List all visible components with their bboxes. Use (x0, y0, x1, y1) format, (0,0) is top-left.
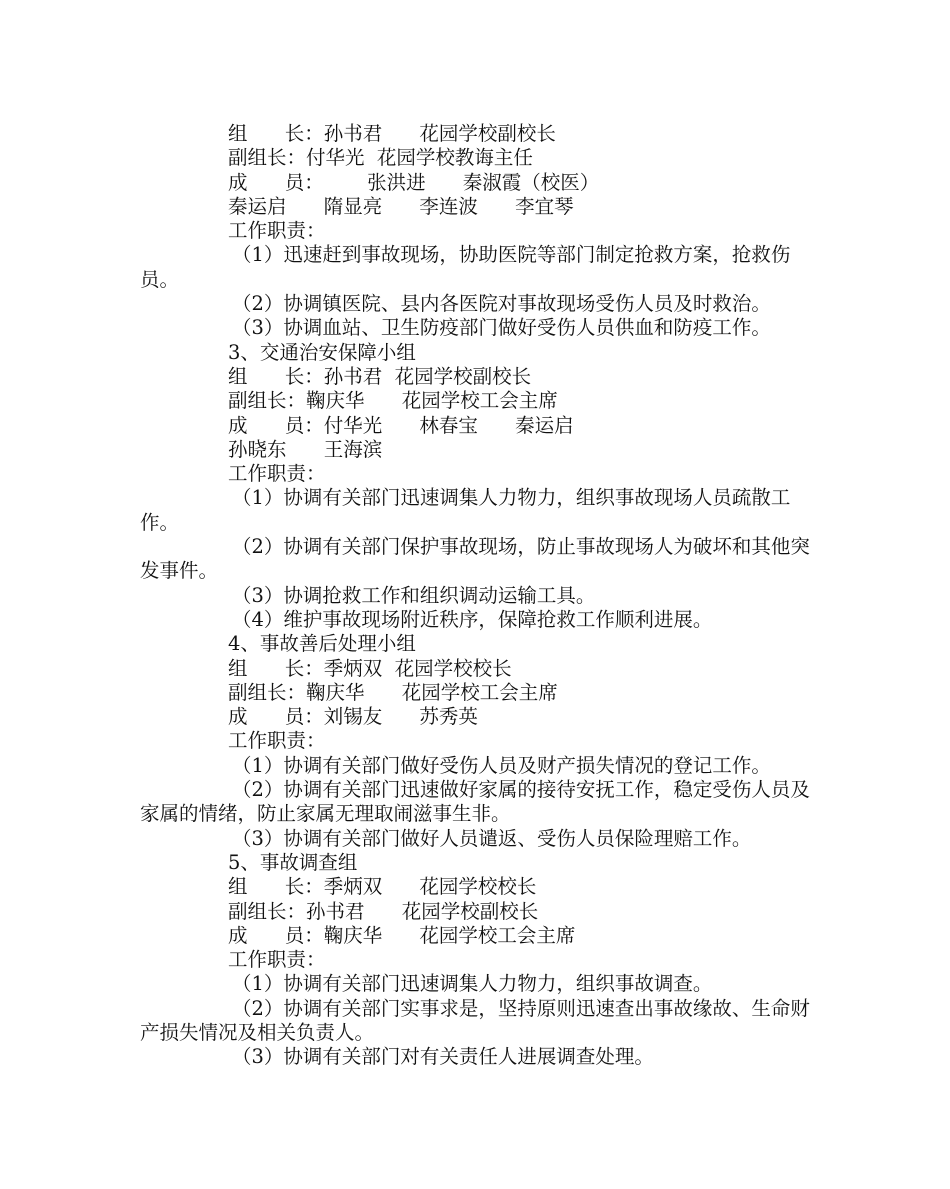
text-line: 成 员： 张洪进 秦淑霞（校医） (228, 170, 600, 194)
text-line: 工作职责： (228, 948, 326, 972)
text-line: 成 员：鞠庆华 花园学校工会主席 (228, 923, 576, 947)
text-line: （1）协调有关部门做好受伤人员及财产损失情况的登记工作。 (232, 753, 771, 777)
text-line: 孙晓东 王海滨 (228, 437, 383, 461)
text-line: （3）协调有关部门对有关责任人进展调查处理。 (232, 1045, 654, 1069)
text-line: （4）维护事故现场附近秩序，保障抢救工作顺利进展。 (232, 607, 713, 631)
text-line: 工作职责： (228, 462, 326, 486)
text-line: 工作职责： (228, 729, 326, 753)
text-line: 3、交通治安保障小组 (228, 340, 416, 364)
text-line: 工作职责： (228, 219, 326, 243)
text-line: （3）协调抢救工作和组织调动运输工具。 (232, 583, 596, 607)
text-line: 4、事故善后处理小组 (228, 632, 416, 656)
text-line: 组 长：孙书君 花园学校副校长 (228, 364, 532, 388)
paragraph: （2）协调有关部门保护事故现场，防止事故现场人为破坏和其他突发事件。 (140, 535, 810, 583)
text-line: 秦运启 隋显亮 李连波 李宜琴 (228, 194, 574, 218)
text-line: 组 长：孙书君 花园学校副校长 (228, 122, 556, 145)
text-line: 副组长：鞠庆华 花园学校工会主席 (228, 680, 558, 704)
text-line: （1）协调有关部门迅速调集人力物力，组织事故调查。 (232, 972, 713, 996)
text-line: 副组长：鞠庆华 花园学校工会主席 (228, 389, 558, 413)
text-line: 5、事故调查组 (228, 850, 358, 874)
paragraph: （1）协调有关部门迅速调集人力物力，组织事故现场人员疏散工作。 (140, 486, 791, 534)
text-line: （3）协调血站、卫生防疫部门做好受伤人员供血和防疫工作。 (232, 316, 771, 340)
text-line: 组 长：季炳双 花园学校校长 (228, 875, 537, 899)
text-line: 成 员：付华光 林春宝 秦运启 (228, 413, 574, 437)
text-line: 副组长：付华光 花园学校教诲主任 (228, 146, 533, 170)
text-line: （3）协调有关部门做好人员谴返、受伤人员保险理赔工作。 (232, 826, 752, 850)
text-line: 组 长：季炳双 花园学校校长 (228, 656, 512, 680)
text-line: 成 员：刘锡友 苏秀英 (228, 705, 478, 729)
paragraph: （2）协调有关部门迅速做好家属的接待安抚工作，稳定受伤人员及家属的情绪，防止家属无理取闹滋事生非。 (140, 778, 810, 826)
text-line: （2）协调镇医院、县内各医院对事故现场受伤人员及时救治。 (232, 292, 771, 316)
text-line: 副组长：孙书君 花园学校副校长 (228, 899, 539, 923)
document-body (140, 122, 815, 1070)
paragraph: （1）迅速赶到事故现场，协助医院等部门制定抢救方案，抢救伤员。 (140, 243, 791, 291)
paragraph: （2）协调有关部门实事求是，坚持原则迅速查出事故缘故、生命财产损失情况及相关负责人。 (140, 996, 810, 1044)
